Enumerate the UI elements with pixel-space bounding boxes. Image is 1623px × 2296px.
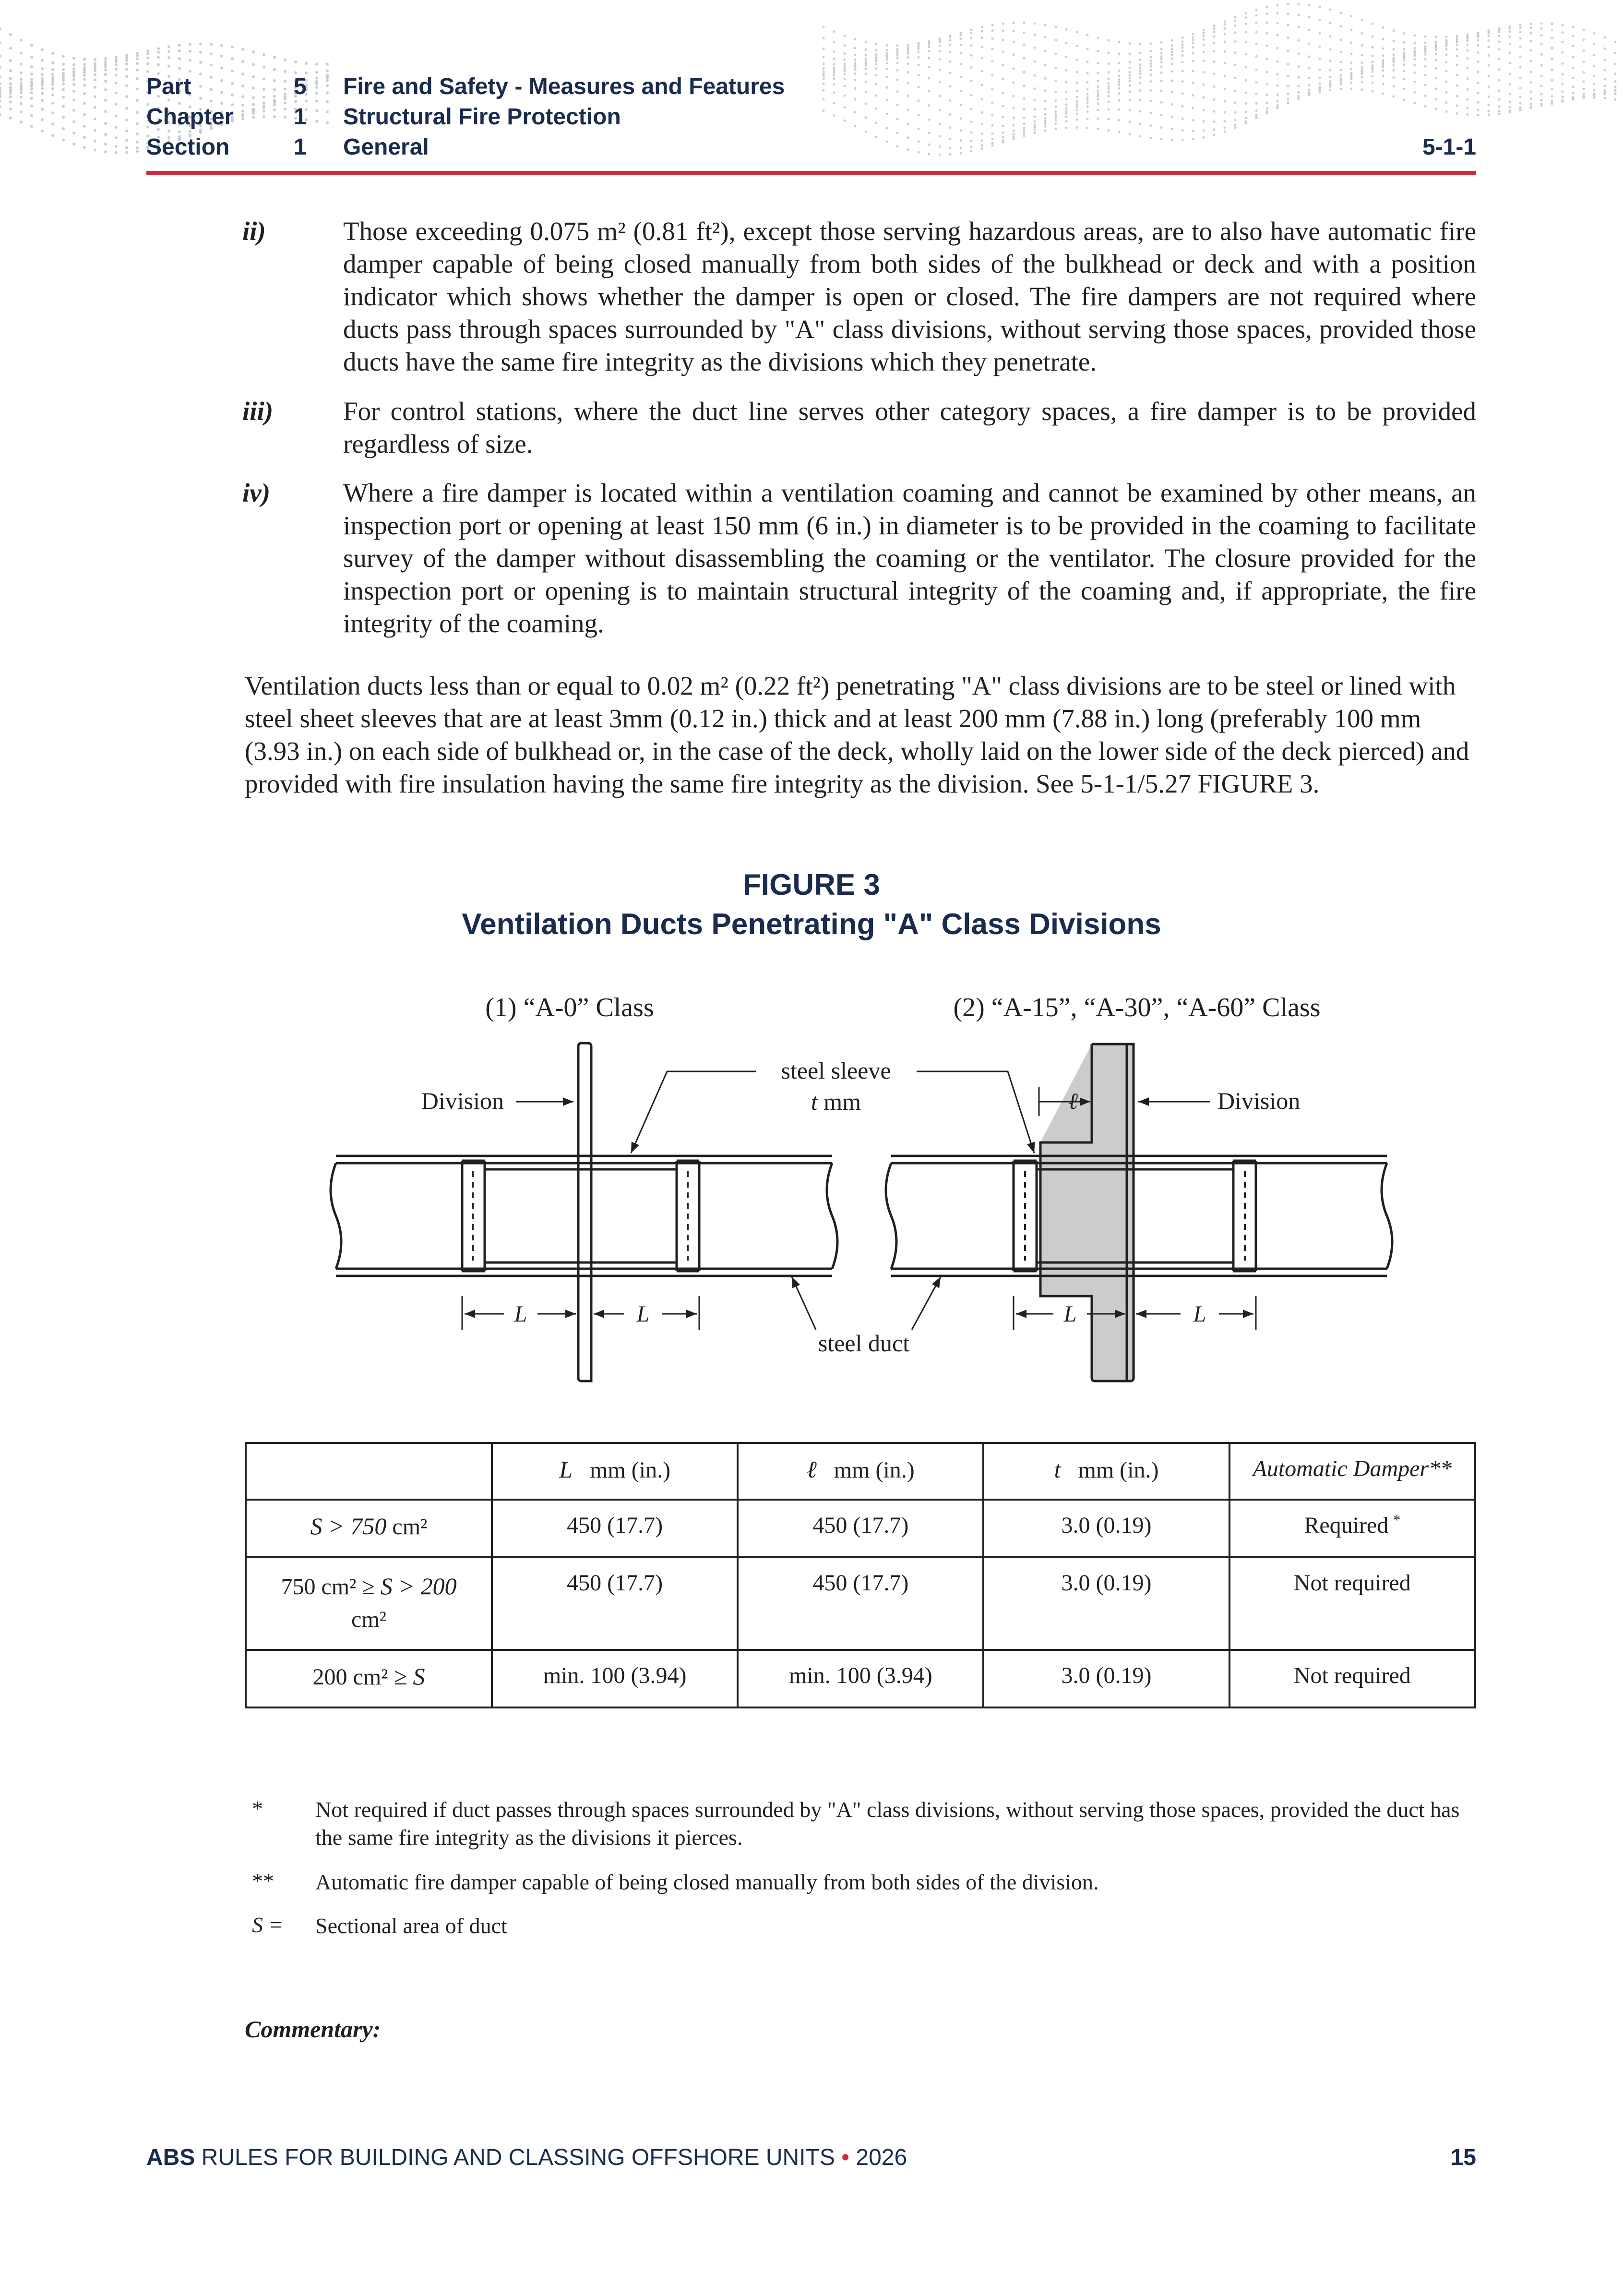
page-footer-title <box>146 2144 907 2171</box>
header-section-ref: 5-1-1 <box>1422 134 1476 160</box>
table-cell-ell: 450 (17.7) <box>738 1557 983 1650</box>
figure-number: FIGURE 3 <box>743 868 880 902</box>
item-label-ii: ii) <box>242 216 266 246</box>
table-cell-t: 3.0 (0.19) <box>983 1500 1229 1557</box>
header-section-number: 1 <box>294 134 307 160</box>
item-text-ii: Those exceeding 0.075 m² (0.81 ft²), except those serving hazardous areas, are to also have automatic fire damper capable of being closed manually from both sides of the bulkhead or deck and with a position indicator which shows whether the damper is open or closed. The fire dampers are not required where ducts pass through spaces surrounded by "A" class divisions, without serving those spaces, provided those ducts have the same fire integrity as the divisions which they penetrate. <box>343 216 1476 376</box>
header-part-title: Fire and Safety - Measures and Features <box>343 74 785 99</box>
header-chapter-number: 1 <box>294 104 307 130</box>
footer-year: 2026 <box>856 2145 907 2170</box>
table-row <box>246 1650 1475 1707</box>
table-cell-t: 3.0 (0.19) <box>983 1650 1229 1707</box>
table-cell-damper: Required * <box>1229 1500 1475 1557</box>
table-row <box>246 1500 1475 1557</box>
footnote-text-1: Not required if duct passes through spaces surrounded by "A" class divisions, without serving those spaces, provided the duct has the same fire integrity as the divisions it pierces. <box>315 1797 1460 1850</box>
label-steel-duct: steel duct <box>818 1330 910 1357</box>
table-cell-damper: Not required <box>1229 1650 1475 1707</box>
header-section-label: Section <box>146 134 230 160</box>
footnote-mark-2: ** <box>252 1869 274 1893</box>
page-number: 15 <box>1450 2145 1476 2170</box>
header-chapter-label: Chapter <box>146 104 234 130</box>
label-sleeve-thickness: t mm <box>811 1088 861 1115</box>
table-header-t: t mm (in.) <box>983 1443 1229 1500</box>
caption-a15-a60-class: (2) “A-15”, “A-30”, “A-60” Class <box>953 993 1321 1022</box>
table-cell-L: 450 (17.7) <box>492 1557 738 1650</box>
table-header-cell-empty <box>246 1443 492 1500</box>
table-header-L: L mm (in.) <box>492 1443 738 1500</box>
footer-brand: ABS <box>146 2145 195 2170</box>
label-division-right: Division <box>1217 1087 1301 1114</box>
label-division-left: Division <box>421 1087 504 1114</box>
table-cell-condition: S > 750 cm² <box>246 1500 492 1557</box>
header-section-title: General <box>343 134 429 160</box>
table-cell-L: 450 (17.7) <box>492 1500 738 1557</box>
table-cell-condition: 200 cm² ≥ S <box>246 1650 492 1707</box>
label-ell-dimension: ℓ <box>1068 1089 1078 1114</box>
label-L-left-2: L <box>636 1301 650 1327</box>
footer-bullet: • <box>835 2145 856 2170</box>
item-label-iv: iv) <box>242 478 271 507</box>
label-L-left-1: L <box>514 1301 527 1327</box>
label-L-right-2: L <box>1193 1301 1206 1327</box>
header-part-number: 5 <box>294 74 307 99</box>
table-header-ell: ℓ mm (in.) <box>738 1443 983 1500</box>
table-cell-condition: 750 cm² ≥ S > 200 cm² <box>246 1557 492 1650</box>
item-text-iv: Where a fire damper is located within a ventilation coaming and cannot be examined by other means, an inspection port or opening at least 150 mm (6 in.) in diameter is to be provided in the coaming to facilitate survey of the damper without disassembling the coaming or the ventilator. The closure provided for the inspection port or opening is to maintain structural integrity of the coaming and, if appropriate, the fire integrity of the coaming. <box>343 478 1476 638</box>
footnote-text-2: Automatic fire damper capable of being closed manually from both sides of the division. <box>315 1870 1099 1894</box>
footnote-mark-1: * <box>252 1796 263 1821</box>
table-header-damper: Automatic Damper** <box>1229 1443 1475 1500</box>
table-cell-ell: 450 (17.7) <box>738 1500 983 1557</box>
commentary-heading: Commentary: <box>245 2016 381 2043</box>
label-L-right-1: L <box>1063 1301 1077 1327</box>
figure-title: Ventilation Ducts Penetrating "A" Class Divisions <box>462 908 1161 941</box>
ventilation-paragraph: Ventilation ducts less than or equal to 0.02 m² (0.22 ft²) penetrating "A" class divisions are to be steel or lined with steel sheet sleeves that are at least 3mm (0.12 in.) thick and at least 200 mm (7.88 in.) long (preferably 100 mm (3.93 in.) on each side of bulkhead or, in the case of the deck, wholly laid on the lower side of the deck pierced) and provided with fire insulation having the same fire integrity as the division. See 5-1-1/5.27 FIGURE 3. <box>245 671 1469 798</box>
caption-a0-class: (1) “A-0” Class <box>485 993 654 1022</box>
header-rule <box>146 171 1476 175</box>
table-cell-damper: Not required <box>1229 1557 1475 1650</box>
table-row <box>246 1557 1475 1650</box>
table-header-row <box>246 1443 1475 1500</box>
label-steel-sleeve: steel sleeve <box>781 1057 891 1084</box>
header-part-label: Part <box>146 74 191 99</box>
item-text-iii: For control stations, where the duct line serves other category spaces, a fire damper is to be provided regardless of size. <box>343 397 1476 458</box>
footnote-mark-3: S = <box>252 1912 284 1937</box>
header-chapter-title: Structural Fire Protection <box>343 104 621 130</box>
duct-requirements-table <box>245 1442 1476 1708</box>
table-cell-t: 3.0 (0.19) <box>983 1557 1229 1650</box>
duct-penetration-diagram <box>0 979 1623 1406</box>
item-label-iii: iii) <box>242 397 274 426</box>
footer-book-title: RULES FOR BUILDING AND CLASSING OFFSHORE UNITS <box>195 2145 835 2170</box>
footnote-text-3: Sectional area of duct <box>315 1913 507 1938</box>
table-cell-ell: min. 100 (3.94) <box>738 1650 983 1707</box>
table-cell-L: min. 100 (3.94) <box>492 1650 738 1707</box>
